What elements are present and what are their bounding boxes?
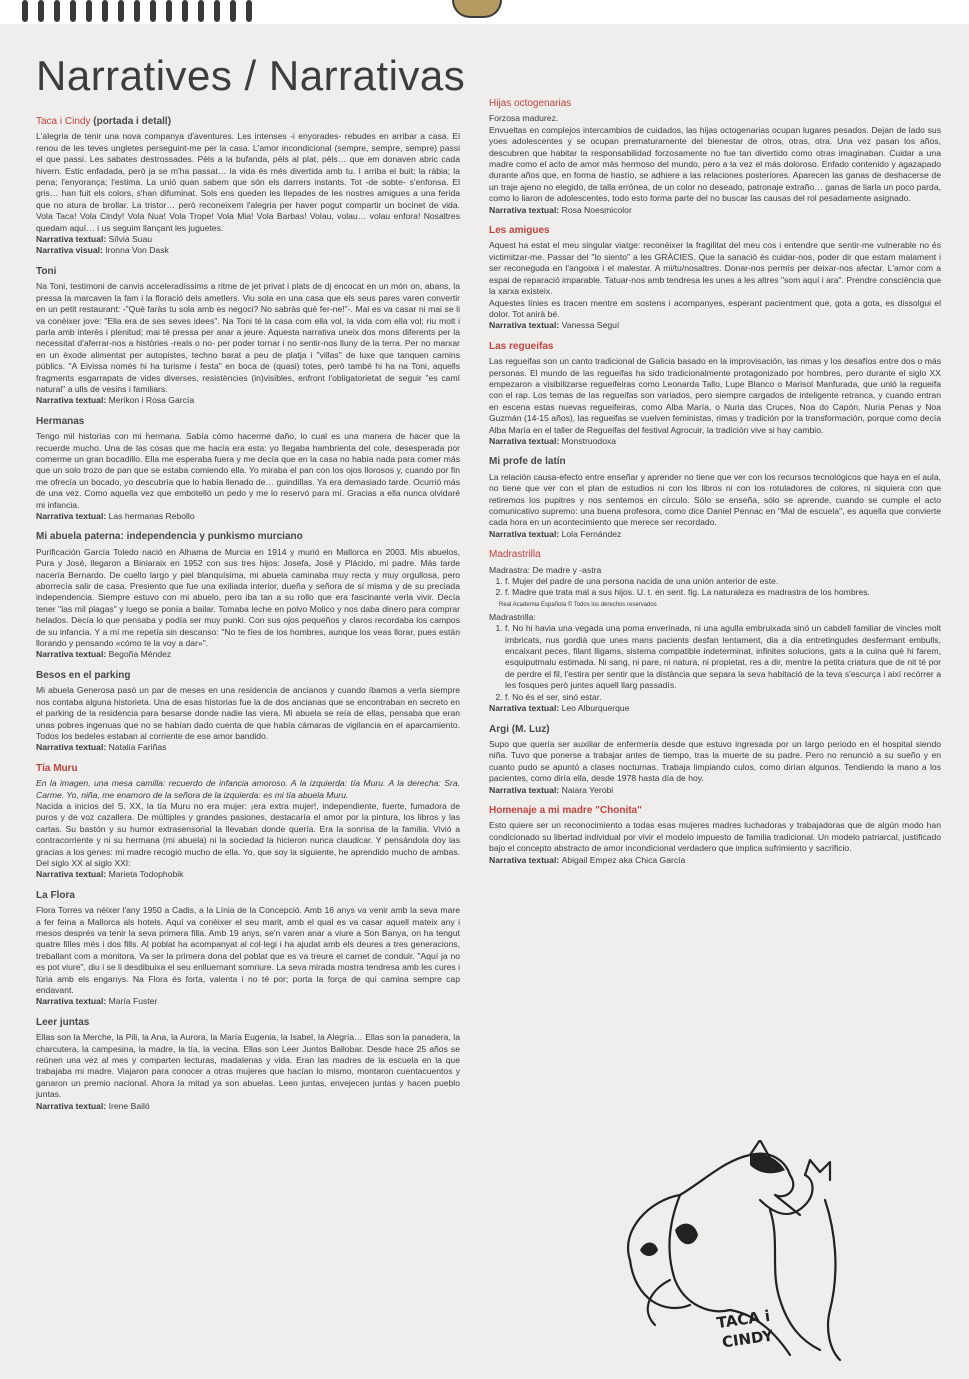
section-body: Supo que quería ser auxiliar de enfermería desde que estuvo ingresada por un largo periodo en el hospital siendo niña. Tuvo que ponerse a trabajar antes de tiempo, tras la muerte de su padre. Pero no renunció a su sueño y en cuanto pudo se apuntó a clases nocturnas. Trabaja limpiando culos, como dirían algunos. Tendiendo la mano a los pacientes, como diría ella, desde 1978 hasta día de hoy. <box>489 738 941 784</box>
credit-value: Marieta Todophobik <box>108 869 184 880</box>
section-heading <box>489 225 941 236</box>
narrative-section <box>489 341 941 448</box>
credit-label: Narrativa textual: <box>489 320 560 331</box>
credit-value: Las hermanas Rebollo <box>108 511 195 521</box>
credit-label: Narrativa textual: <box>36 1100 107 1111</box>
section-heading-text: Besos en el parking <box>36 669 131 681</box>
section-body: La relación causa-efecto entre enseñar y aprender no tiene que ver con los recursos tecnológicos que haya en el aula, no tiene que ver con el plan de estudios ni con los libros ni con los rotuladores de colores, ni siquiera con que retiremos los pupitres y nos sentemos en círculo. Sólo se enseña, sólo se aprende, cuando se cumple el acto comunicativo supremo: una buena profesora, como dice Daniel Pennac en "Mal de escuela", es aquella que convierte cada hora en un acontecimiento que merece ser recordado. <box>489 471 941 528</box>
section-credit <box>36 649 460 660</box>
section-body: Aquest ha estat el meu singular viatge: reconèixer la fragilitat del meu cos i entendre que sentir-me vulnerable no és victimitzar-me. Passar del "lo siento" a les GRÀCIES. Que la sanació és cuidar-nos, poder dir que estam malament i ser reconeguda en l'angoixa i el malestar. A mi/tu/nosaltres. Donar-nos permís per deixar-nos afectar. L'amor com a espai de reparació imparable. Tatuar-nos amb tendresa les unes a les altres "som aquí i ara". Prendre consciència que la xarxa existeix. <box>489 240 941 297</box>
narrative-section <box>36 763 460 881</box>
section-credit <box>489 205 941 216</box>
section-heading-text: Leer juntas <box>36 1016 90 1028</box>
section-body: Mi abuela Generosa pasó un par de meses en una residencia de ancianos y cuando íbamos a verla siempre nos contaba alguna historieta. Una de esas historias fue la de dos ancianas que se encontraban en secreto en el parking de la residencia para besarse donde nadie las viera. Mi abuela se reía de ellas, pensaba que eran unas pobres ingenuas que no se habían dado cuenta de que había cámaras de vigilancia en el aparcamiento. Todos los bedeles estaban al corriente de ese amor bandido. <box>36 685 460 741</box>
narrative-section <box>36 531 460 660</box>
section-heading <box>489 724 941 735</box>
left-column <box>36 116 460 1121</box>
credit-value: Abigail Empez aka Chica García <box>561 854 686 865</box>
credit-label: Narrativa textual: <box>36 649 107 660</box>
credit-label: Narrativa textual: <box>36 869 107 880</box>
definition-source: Real Academia Española © Todos los derechos reservados <box>499 601 657 608</box>
section-credit <box>489 785 941 796</box>
section-credit <box>489 436 941 447</box>
credit-value: Monstruodoxa <box>561 435 617 446</box>
section-heading <box>489 456 941 467</box>
section-credit <box>36 511 460 522</box>
narrative-section <box>36 890 460 1008</box>
section-heading-subtitle: (portada i detall) <box>93 116 172 127</box>
section-heading <box>36 670 460 681</box>
section-heading-text: Homenaje a mi madre "Chonita" <box>489 804 642 816</box>
section-body: Na Toni, testimoni de canvis acceleradíssims a ritme de jet privat i plats de dj encocat en un món on, abans, la pressa la marcaven la fam i la floració dels ametlers. Viu sola en una casa que els seus pares varen convertir en un petit restaurant: -"Què faràs tu sola amb es negoci? No sabràs què fer-ne!"-. Mai es va casar ni mai se li va conèixer jove: "Ella era de ses seves idees". Na Toni té la casa com ella vol, la vida com ella vol; riu molt i parla amb interès i plenitud; mai té pressa per anar a jeure. Aquesta narrativa uneix dos mons diferents per la necessitat d'aferrar-nos a històries -reals o no- per poder tornar i no sentir-nos lluny de la terra. Per no marxar en un èxode alimentat per autopistes, techno barat a peu de platja i "villas" de luxe que tanquen camins públics. "A Eivissa només hi ha turisme i festa" en boca de (quasi) totes, però també hi ha na Toni, aquells fragments esgarrapats de vides diverses, resistències (in)visibles, enfront l'obligatorietat de seguir "es camí natural" a ulls de vesins i familiars. <box>36 281 460 394</box>
narrative-section <box>489 456 941 540</box>
narrative-section <box>489 549 941 714</box>
section-heading <box>36 116 460 127</box>
section-credit <box>489 855 941 866</box>
credit-value: Vanessa Seguí <box>561 320 620 331</box>
right-column <box>489 98 941 875</box>
section-heading-text: Argi (M. Luz) <box>489 723 550 735</box>
section-credit <box>36 869 460 880</box>
definition-item: 1. f. Mujer del padre de una persona nacida de una unión anterior de este. <box>505 576 941 587</box>
section-heading-text: La Flora <box>36 889 75 901</box>
credit-label: Narrativa textual: <box>36 742 107 753</box>
section-heading-text: Mi abuela paterna: independencia y punkismo murciano <box>36 531 303 543</box>
narrative-section <box>36 416 460 523</box>
credit-value: Irene Bailó <box>108 1100 150 1111</box>
section-heading <box>36 416 460 427</box>
definition-item: 1. f. No hi havia una vegada una poma enverinada, ni una agulla embruixada sinó un cabdell familiar de vincles molt imbricats, nus gordià que unes mans pacients desfan lentament, dia a dia entretingudes desfermant embulls, encaixant peces, filant lligams, sistema compatible indeterminat, infinites solucions, gats a la cuina què hi farem, esquiputmalu estimada. Ni sang, ni pare, ni natura, ni propietat, res a dir, mentre la petita criatura que de nit té por de perdre el fil, l'estira per sentir que la distància que separa la seva habitació de la teva s'escurça i així recórrer a les fosques però juntes aquell llarg passadís. <box>505 623 941 691</box>
section-credit <box>489 529 941 540</box>
section-body: L'alegria de tenir una nova companya d'aventures. Les intenses -i enyorades- rebudes en arribar a casa. El renou de les teves ungletes perseguint-me per la casa. L'amor incondicional (sempre, sempre, sempre) passi el que passi. Les sabates destrossades. Pèls a la bufanda, pèls al plat, pèls… que em donaven abric cada hivern. Estic enfadada, però ja se m'ha passat… la vida és més divertida amb tu. I arriba el buit; la ràbia; la pena; l'enyorança; l'estima. La unió quan sabem que són els darrers instants. Tot -de sobte- s'enfonsa. El gris… han fuit els colors, s'han difuminat. Sols ens queden les llepades de les nostres amigues a una ferida que no atura de brollar. La tristor… però reconeixem l'alegria per haver pogut compartir un bocinet de vida. Vola Taca! Vola Cindy! Vola Nua! Vola Trope! Vola Mia! Vola Barbas! Volau, volau… volau enfora! Nosaltres quedam aquí… i us seguim llançant les juguetes. <box>36 131 460 233</box>
hanger-hook <box>452 0 502 18</box>
narrative-section <box>489 724 941 796</box>
definition-list <box>489 576 941 599</box>
section-heading <box>36 890 460 901</box>
section-credit <box>36 742 460 753</box>
credit-label: Narrativa textual: <box>489 784 560 795</box>
credit-value: Lola Fernández <box>561 528 622 539</box>
narrative-section <box>489 805 941 866</box>
credit-label: Narrativa textual: <box>36 996 107 1007</box>
section-heading-text: Hijas octogenarias <box>489 98 572 109</box>
section-heading <box>489 549 941 560</box>
section-credit <box>489 320 941 331</box>
credit-label: Narrativa textual: <box>489 435 560 446</box>
narrative-section <box>36 1017 460 1112</box>
credit-value: María Fuster <box>108 996 158 1007</box>
section-body: Nacida a inicios del S. XX, la tía Muru no era mujer: ¡era extra mujer!, independiente, fuerte, fumadora de puros y de voz cazallera. De múltiples y grandes pasiones, destacaría el amor por la pintura, los libros y las cartas. Su bastón y su humor extrasensorial la llevaban donde quería. Era la sonrisa de la familia. Vivió a contracorriente y ni su hermana (mi abuela) ni la sociedad la hicieron nunca claudicar. Y pensándola doy las gracias a los genes: mi madre recogió mucho de ella. Yo, que soy la siguiente, he aprendido mucho de ambas. Del siglo XX al siglo XXI: <box>36 800 460 868</box>
definition-intro-2: Madrastrilla: <box>489 611 536 622</box>
section-heading-text: Madrastrilla <box>489 549 541 561</box>
credit-label: Narrativa textual: <box>36 395 107 406</box>
section-credit <box>36 1101 460 1112</box>
page-title: Narratives / Narrativas <box>36 52 466 99</box>
narrative-section <box>36 670 460 754</box>
section-heading <box>36 1017 460 1028</box>
section-heading-text: Las regueifas <box>489 340 554 352</box>
narrative-section <box>36 116 460 257</box>
section-heading <box>489 98 941 109</box>
drawing-signature-line-2: CINDY <box>720 1326 775 1352</box>
section-heading <box>489 805 941 816</box>
credit-value: Ironna Von Dask <box>105 245 169 256</box>
credit-label: Narrativa textual: <box>489 204 560 215</box>
credit-label: Narrativa textual: <box>489 703 560 714</box>
credit-value: Leo Alburquerque <box>561 703 630 714</box>
definition-item: 2. f. No és el ser, sinó estar. <box>505 692 941 703</box>
section-body: Las regueifas son un canto tradicional de Galicia basado en la improvisación, las rimas y los desafíos entre dos o más personas. El mundo de las regueifas ha sido tradicionalmente protagonizado por hombres, pero durante el siglo XX empezaron a visibilizarse regueifeiras como Leonarda Tallo, Lupe Blanco o Marisol Manfurada, que unió la regueifa con el rap. Los temas de las regueifas son variados, pero siempre cargados de inteligente retranca, y cuando entran en escena estas nuevas regueifeiras, como Alba María, o Nuria das Cruces, Noa do Capón, Nuria Penas y Noa Guzmán (14-15 años), las regueifas se vuelven feministas, rimas y tradición por la transformación, porque como decía Alba María en el taller de Regueifas del festival Agrocuir, la tradición vive si hay cambio. <box>489 356 941 435</box>
section-heading-text: Taca i Cindy <box>36 116 91 127</box>
section-body: Forzosa madurez. <box>489 113 559 124</box>
definition-list-2 <box>489 623 941 703</box>
section-heading <box>489 341 941 352</box>
section-italic-intro: En la imagen, una mesa camilla: recuerdo de infancia amoroso. A la izquierda: tía Muru. A la derecha: Sra. Carme. Yo, niña, me enamoro de la señora de la izquierda: es mi tía abuela Muru. <box>36 778 460 800</box>
section-body: Purificación García Toledo nació en Alhama de Murcia en 1914 y murió en Mallorca en 2003. Mis abuelos, Pura y José, llegaron a Biniaraix en 1952 con sus tres hijos: Josefa, José y Plácido, mi padre. Más tarde nacería Bernardo. De cuello largo y piel blanquísima, mi abuela caminaba muy recta y muy orgullosa, pero aborrecía salir de casa. Presiento que fue una exiliada interior, dueña y señora de sí misma y de su preciada independencia. Siempre estuvo con mi abuelo, pero iba tan a su rollo que era fascinante verla vivir. Decía tener "las mil plagas" y luego se ponía a bailar. Tomaba leche en polvo Molico y nos daba dinero para comprar helados. Decía lo que pensaba y podía ser muy punki. Con sus ojos pequeños y claros recordaba los campos de su infancia. Y a mí me repetía sin descanso: "No te fíes de los hombres, aunque los veas llorar, pues están llorando y pensando «cómo te la voy a dar»". <box>36 546 460 649</box>
section-heading <box>36 531 460 542</box>
credit-value: Naiara Yerobi <box>561 784 614 795</box>
credit-value: Natalia Fariñas <box>108 742 167 753</box>
section-credit <box>36 234 460 245</box>
section-body: Ellas son la Merche, la Pili, la Ana, la Aurora, la María Eugenia, la Isabel, la Alegría… Ellas son la panadera, la charcutera, la campesina, la madre, la tía, la vecina. Ellas son Leer Juntos Ballobar. Desde hace 25 años se reúnen una vez al mes y comparten lecturas, madalenas y vida. Eran las madres de la escuela en la que trabajaba mi madre. Viajaron para conocer a otras mujeres que hacían lo mismo, montaron cuentacuentos y ganaron un premio nacional. Ahora la mitad ya son abuelas. Leen juntas, envejecen juntas y hacen pueblo juntas. <box>36 1032 460 1100</box>
binding-strip <box>0 0 969 24</box>
section-body: Flora Torres va néixer l'any 1950 a Cadis, a la Línia de la Concepció. Amb 16 anys va venir amb la seva mare a fer feina a Mallorca als hotels. Aquí va conèixer el seu marit, amb el qual es va casar aquell mateix any i mesos després va tenir la seva primera filla. Amb 19 anys, se'n varen anar a viure a Son Banya, on ha tengut quatre filles més i dos fills. Al poblat ha acompanyat al col·legi i ha ajudat amb els deures a tres generacions, treballant com a monitora. Va ser la primera dona del poblat que es va treure el carnet de conduir. "Aquí ja no es pot viure", diu i se li desdibuixa el seu enlluernant somriure. La seva mirada mostra tendresa amb les cures i fúria amb els enganys. Na Flora és forta, valenta i no té por; porta la força de qui camina sempre cap endavant. <box>36 905 460 996</box>
section-heading <box>36 266 460 277</box>
definition-item: 2. f. Madre que trata mal a sus hijos. U. t. en sent. fig. La naturaleza es madrastra de los hombres. <box>505 587 941 598</box>
dog-and-cat-illustration <box>610 1140 860 1370</box>
credit-value: Sílvia Suau <box>108 234 153 245</box>
section-heading-text: Les amigues <box>489 225 550 237</box>
section-heading-text: Mi profe de latín <box>489 456 566 468</box>
credit-value: Rosa Noesmicolor <box>561 204 632 215</box>
section-body: Envueltas en complejos intercambios de cuidados, las hijas octogenarias ocupan lugares pesados. Dejan de lado sus yoes adolescentes y se ocupan prematuramente del bienestar de otros, otras, otra. Una vez pasan los años, descubren que habitar la responsabilidad forzosamente no fue tan divertido como otras imaginaban. Cuidar a una madre como el acto de amor más hermoso del mundo, pero a la vez el más doloroso. Enfado contenido y agazapado durante años que, en forma de hastío, se adhiere a las relaciones posteriores. Aparecen las ganas de deshacerse de un traje ajeno no elegido, de talla errónea, de un color no deseado, patronaje extraño… ganas de liarla un poco parda, como lo liaron de adolescentes, todo esto forma parte del no buscar las causas del rol pesadamente asignado. <box>489 124 941 204</box>
section-credit <box>489 703 941 714</box>
narrative-section <box>36 266 460 407</box>
credit-value: Merikon i Rosa García <box>108 395 195 406</box>
narrative-section <box>489 98 941 216</box>
section-heading-text: Toni <box>36 265 57 277</box>
section-heading <box>36 763 460 774</box>
credit-label: Narrativa textual: <box>36 511 107 521</box>
credit-label: Narrativa textual: <box>489 854 560 865</box>
section-heading-text: Tía Muru <box>36 762 78 774</box>
section-heading-text: Hermanas <box>36 415 85 427</box>
definition-intro: Madrastra: De madre y -astra <box>489 564 602 575</box>
section-body: Aquestes línies es tracen mentre em sostens i acompanyes, esperant pacientment que, gota a gota, es dissolgui el dolor. Tot anirà bé. <box>489 297 941 319</box>
section-credit <box>36 245 460 256</box>
credit-value: Begoña Méndez <box>108 649 172 660</box>
section-body: Tengo mil historias con mi hermana. Sabía cómo hacerme daño, lo cual es una manera de hacer que la recuerde mucho. Una de las cosas que me hacía era esta: yo llegaba hambrienta del cole, desesperada por comerme un gran bocadillo. Ella me esperaba fuera y me decía que en la casa no había nada para comer más que un solo trozo de pan que se estaba comiendo ella. Yo miraba el pan con los ojos llorosos y, cuando por fin me ofrecía un bocado, yo descubría que lo había llenado de… guindillas. Ya era demasiado tarde. Ocurrió más de una vez. Como aquella vez que embotelló un pedo y me lo reservó para mí. Gracias a ella nunca olvidaré mi infancia. <box>36 431 460 510</box>
narrative-section <box>489 225 941 332</box>
section-body: Esto quiere ser un reconocimiento a todas esas mujeres madres luchadoras y trabajadoras que de algún modo han condicionado su libertad individual por vivir el modelo impuesto de familia tradicional. Un modelo patriarcal, justificado bajo el concepto abstracto de amor incondicional verdadero que implica sufrimiento y sacrificio. <box>489 820 941 854</box>
spiral-rings <box>22 0 252 24</box>
credit-label: Narrativa textual: <box>489 528 560 539</box>
drawing-signature-line-1: TACA i <box>715 1306 772 1333</box>
section-credit <box>36 395 460 406</box>
section-credit <box>36 996 460 1007</box>
credit-label: Narrativa visual: <box>36 245 103 256</box>
credit-label: Narrativa textual: <box>36 234 107 245</box>
